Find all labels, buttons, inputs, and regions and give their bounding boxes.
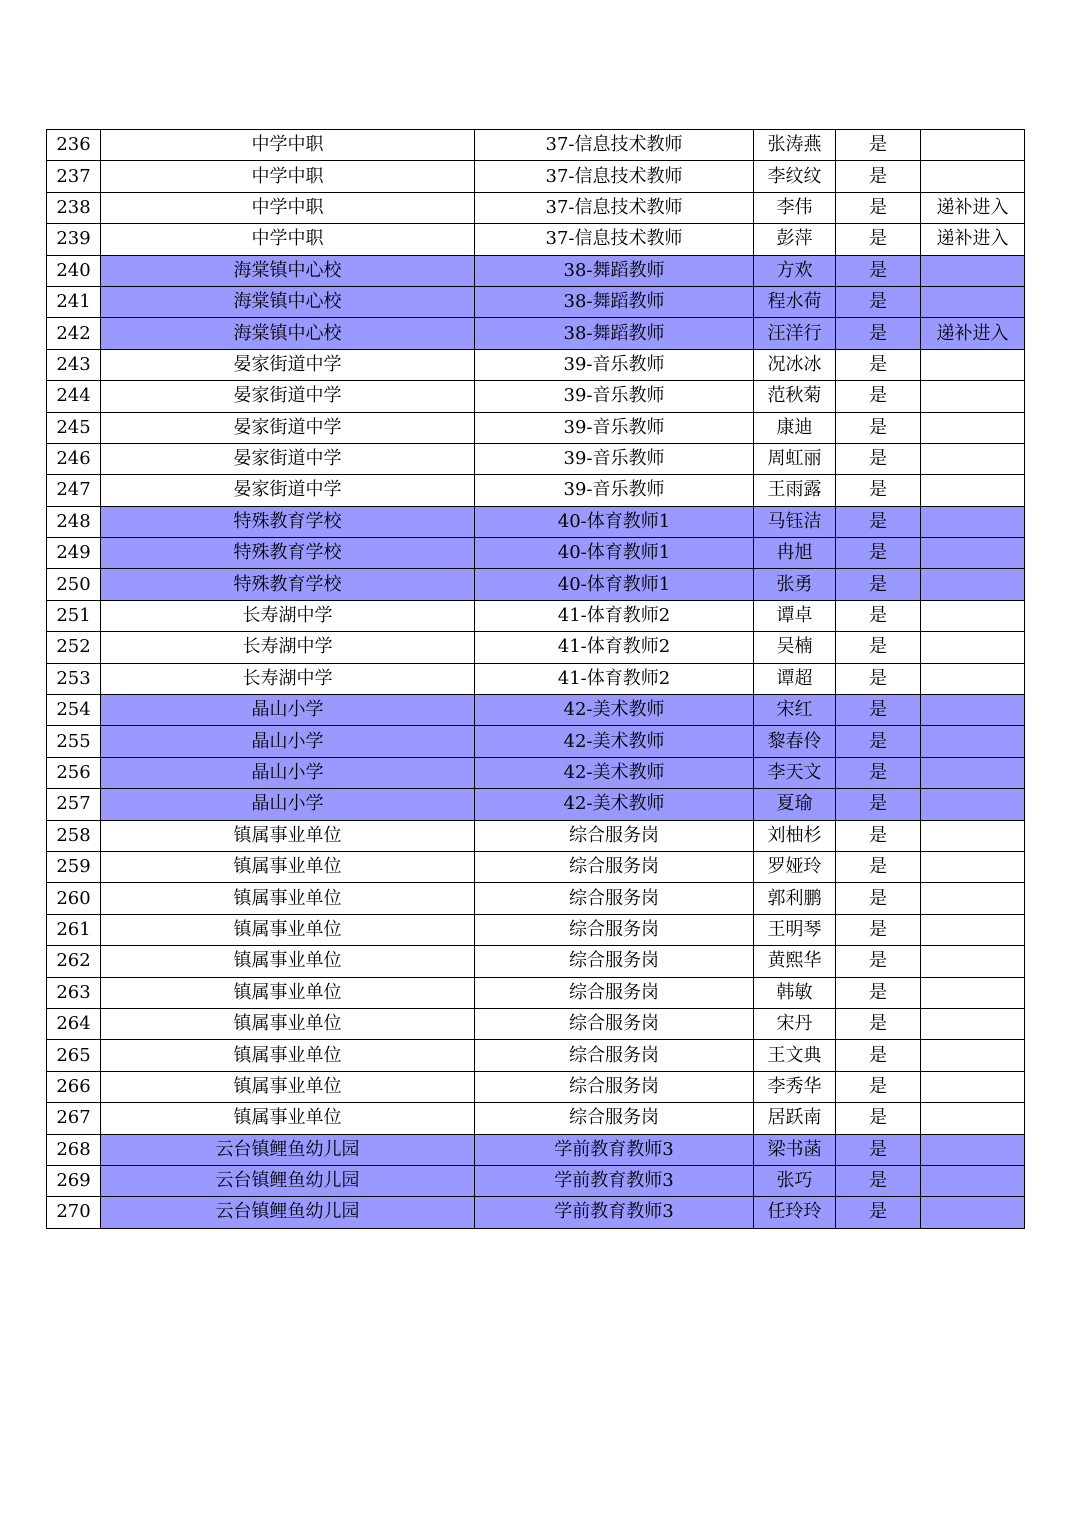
position-cell: 综合服务岗	[475, 914, 754, 945]
remark-cell	[921, 1040, 1025, 1071]
remark-cell	[921, 1103, 1025, 1134]
position-cell: 37-信息技术教师	[475, 192, 754, 223]
status-cell: 是	[836, 726, 921, 757]
status-cell: 是	[836, 1103, 921, 1134]
row-number-cell: 270	[47, 1197, 101, 1228]
candidate-name-cell: 宋丹	[754, 1008, 836, 1039]
row-number-cell: 261	[47, 914, 101, 945]
position-cell: 综合服务岗	[475, 946, 754, 977]
position-cell: 42-美术教师	[475, 726, 754, 757]
unit-cell: 镇属事业单位	[101, 1103, 475, 1134]
table-row	[47, 412, 1025, 443]
remark-cell	[921, 161, 1025, 192]
table-row	[47, 789, 1025, 820]
unit-cell: 镇属事业单位	[101, 1008, 475, 1039]
remark-cell	[921, 1134, 1025, 1165]
remark-cell	[921, 1008, 1025, 1039]
remark-cell	[921, 820, 1025, 851]
remark-cell	[921, 914, 1025, 945]
candidate-name-cell: 程水荷	[754, 286, 836, 317]
row-number-cell: 262	[47, 946, 101, 977]
table-row	[47, 663, 1025, 694]
remark-cell	[921, 632, 1025, 663]
row-number-cell: 250	[47, 569, 101, 600]
status-cell: 是	[836, 600, 921, 631]
position-cell: 41-体育教师2	[475, 600, 754, 631]
position-cell: 39-音乐教师	[475, 381, 754, 412]
position-cell: 37-信息技术教师	[475, 161, 754, 192]
unit-cell: 长寿湖中学	[101, 632, 475, 663]
position-cell: 39-音乐教师	[475, 349, 754, 380]
candidate-name-cell: 周虹丽	[754, 443, 836, 474]
unit-cell: 镇属事业单位	[101, 914, 475, 945]
row-number-cell: 240	[47, 255, 101, 286]
position-cell: 42-美术教师	[475, 789, 754, 820]
row-number-cell: 245	[47, 412, 101, 443]
status-cell: 是	[836, 820, 921, 851]
table-row	[47, 632, 1025, 663]
remark-cell: 递补进入	[921, 318, 1025, 349]
candidate-name-cell: 范秋菊	[754, 381, 836, 412]
remark-cell	[921, 977, 1025, 1008]
row-number-cell: 237	[47, 161, 101, 192]
position-cell: 39-音乐教师	[475, 443, 754, 474]
unit-cell: 晏家街道中学	[101, 475, 475, 506]
row-number-cell: 238	[47, 192, 101, 223]
row-number-cell: 241	[47, 286, 101, 317]
unit-cell: 特殊教育学校	[101, 569, 475, 600]
table-row	[47, 600, 1025, 631]
candidate-name-cell: 刘柚杉	[754, 820, 836, 851]
position-cell: 38-舞蹈教师	[475, 286, 754, 317]
row-number-cell: 265	[47, 1040, 101, 1071]
position-cell: 38-舞蹈教师	[475, 318, 754, 349]
candidate-name-cell: 夏瑜	[754, 789, 836, 820]
status-cell: 是	[836, 286, 921, 317]
remark-cell	[921, 946, 1025, 977]
status-cell: 是	[836, 632, 921, 663]
status-cell: 是	[836, 914, 921, 945]
candidate-name-cell: 李秀华	[754, 1071, 836, 1102]
table-row	[47, 161, 1025, 192]
row-number-cell: 258	[47, 820, 101, 851]
row-number-cell: 252	[47, 632, 101, 663]
candidate-name-cell: 梁书菡	[754, 1134, 836, 1165]
status-cell: 是	[836, 1008, 921, 1039]
position-cell: 40-体育教师1	[475, 506, 754, 537]
status-cell: 是	[836, 1197, 921, 1228]
status-cell: 是	[836, 1071, 921, 1102]
remark-cell	[921, 1197, 1025, 1228]
table-row	[47, 506, 1025, 537]
status-cell: 是	[836, 883, 921, 914]
unit-cell: 晶山小学	[101, 757, 475, 788]
status-cell: 是	[836, 1165, 921, 1196]
status-cell: 是	[836, 538, 921, 569]
status-cell: 是	[836, 946, 921, 977]
remark-cell	[921, 726, 1025, 757]
table-row	[47, 1165, 1025, 1196]
unit-cell: 中学中职	[101, 161, 475, 192]
unit-cell: 晏家街道中学	[101, 381, 475, 412]
results-table-body	[47, 130, 1025, 1229]
candidate-name-cell: 罗娅玲	[754, 851, 836, 882]
status-cell: 是	[836, 475, 921, 506]
table-row	[47, 381, 1025, 412]
table-row	[47, 1134, 1025, 1165]
candidate-name-cell: 王雨露	[754, 475, 836, 506]
table-row	[47, 1071, 1025, 1102]
remark-cell	[921, 883, 1025, 914]
status-cell: 是	[836, 443, 921, 474]
candidate-name-cell: 李纹纹	[754, 161, 836, 192]
position-cell: 综合服务岗	[475, 1008, 754, 1039]
row-number-cell: 244	[47, 381, 101, 412]
position-cell: 42-美术教师	[475, 695, 754, 726]
row-number-cell: 248	[47, 506, 101, 537]
unit-cell: 特殊教育学校	[101, 538, 475, 569]
remark-cell	[921, 349, 1025, 380]
row-number-cell: 260	[47, 883, 101, 914]
position-cell: 综合服务岗	[475, 1040, 754, 1071]
table-row	[47, 946, 1025, 977]
table-row	[47, 475, 1025, 506]
row-number-cell: 267	[47, 1103, 101, 1134]
position-cell: 41-体育教师2	[475, 663, 754, 694]
remark-cell	[921, 663, 1025, 694]
unit-cell: 晶山小学	[101, 726, 475, 757]
position-cell: 综合服务岗	[475, 977, 754, 1008]
remark-cell	[921, 600, 1025, 631]
remark-cell	[921, 506, 1025, 537]
status-cell: 是	[836, 506, 921, 537]
unit-cell: 海棠镇中心校	[101, 255, 475, 286]
position-cell: 37-信息技术教师	[475, 130, 754, 161]
position-cell: 学前教育教师3	[475, 1197, 754, 1228]
status-cell: 是	[836, 255, 921, 286]
unit-cell: 特殊教育学校	[101, 506, 475, 537]
candidate-name-cell: 韩敏	[754, 977, 836, 1008]
table-row	[47, 130, 1025, 161]
candidate-name-cell: 吴楠	[754, 632, 836, 663]
unit-cell: 云台镇鲤鱼幼儿园	[101, 1134, 475, 1165]
table-row	[47, 1040, 1025, 1071]
results-table	[46, 129, 1025, 1229]
table-row	[47, 1008, 1025, 1039]
candidate-name-cell: 谭卓	[754, 600, 836, 631]
row-number-cell: 236	[47, 130, 101, 161]
candidate-name-cell: 方欢	[754, 255, 836, 286]
status-cell: 是	[836, 318, 921, 349]
status-cell: 是	[836, 569, 921, 600]
position-cell: 综合服务岗	[475, 1103, 754, 1134]
candidate-name-cell: 宋红	[754, 695, 836, 726]
table-row	[47, 1103, 1025, 1134]
candidate-name-cell: 任玲玲	[754, 1197, 836, 1228]
row-number-cell: 251	[47, 600, 101, 631]
position-cell: 学前教育教师3	[475, 1165, 754, 1196]
row-number-cell: 253	[47, 663, 101, 694]
position-cell: 42-美术教师	[475, 757, 754, 788]
remark-cell	[921, 695, 1025, 726]
status-cell: 是	[836, 663, 921, 694]
table-row	[47, 192, 1025, 223]
status-cell: 是	[836, 224, 921, 255]
candidate-name-cell: 居跃南	[754, 1103, 836, 1134]
row-number-cell: 246	[47, 443, 101, 474]
remark-cell	[921, 569, 1025, 600]
status-cell: 是	[836, 757, 921, 788]
unit-cell: 中学中职	[101, 224, 475, 255]
candidate-name-cell: 李天文	[754, 757, 836, 788]
remark-cell	[921, 412, 1025, 443]
remark-cell	[921, 1165, 1025, 1196]
status-cell: 是	[836, 789, 921, 820]
remark-cell	[921, 1071, 1025, 1102]
remark-cell	[921, 255, 1025, 286]
unit-cell: 中学中职	[101, 130, 475, 161]
candidate-name-cell: 汪洋行	[754, 318, 836, 349]
table-row	[47, 820, 1025, 851]
unit-cell: 镇属事业单位	[101, 851, 475, 882]
candidate-name-cell: 黎春伶	[754, 726, 836, 757]
candidate-name-cell: 马钰洁	[754, 506, 836, 537]
row-number-cell: 264	[47, 1008, 101, 1039]
remark-cell	[921, 443, 1025, 474]
unit-cell: 中学中职	[101, 192, 475, 223]
table-row	[47, 977, 1025, 1008]
status-cell: 是	[836, 349, 921, 380]
unit-cell: 海棠镇中心校	[101, 318, 475, 349]
unit-cell: 镇属事业单位	[101, 977, 475, 1008]
status-cell: 是	[836, 1040, 921, 1071]
status-cell: 是	[836, 977, 921, 1008]
unit-cell: 长寿湖中学	[101, 663, 475, 694]
candidate-name-cell: 黄熙华	[754, 946, 836, 977]
row-number-cell: 254	[47, 695, 101, 726]
status-cell: 是	[836, 851, 921, 882]
remark-cell	[921, 381, 1025, 412]
position-cell: 综合服务岗	[475, 851, 754, 882]
table-row	[47, 883, 1025, 914]
table-row	[47, 569, 1025, 600]
table-row	[47, 757, 1025, 788]
table-row	[47, 695, 1025, 726]
unit-cell: 镇属事业单位	[101, 946, 475, 977]
candidate-name-cell: 张勇	[754, 569, 836, 600]
remark-cell	[921, 286, 1025, 317]
candidate-name-cell: 谭超	[754, 663, 836, 694]
position-cell: 40-体育教师1	[475, 569, 754, 600]
table-row	[47, 851, 1025, 882]
position-cell: 综合服务岗	[475, 883, 754, 914]
row-number-cell: 255	[47, 726, 101, 757]
row-number-cell: 257	[47, 789, 101, 820]
candidate-name-cell: 张巧	[754, 1165, 836, 1196]
candidate-name-cell: 张涛燕	[754, 130, 836, 161]
candidate-name-cell: 况冰冰	[754, 349, 836, 380]
position-cell: 40-体育教师1	[475, 538, 754, 569]
remark-cell	[921, 851, 1025, 882]
table-row	[47, 726, 1025, 757]
row-number-cell: 256	[47, 757, 101, 788]
candidate-name-cell: 郭利鹏	[754, 883, 836, 914]
position-cell: 综合服务岗	[475, 820, 754, 851]
remark-cell	[921, 789, 1025, 820]
unit-cell: 晏家街道中学	[101, 349, 475, 380]
table-row	[47, 349, 1025, 380]
table-row	[47, 538, 1025, 569]
position-cell: 41-体育教师2	[475, 632, 754, 663]
unit-cell: 云台镇鲤鱼幼儿园	[101, 1165, 475, 1196]
row-number-cell: 259	[47, 851, 101, 882]
unit-cell: 镇属事业单位	[101, 820, 475, 851]
table-row	[47, 1197, 1025, 1228]
unit-cell: 长寿湖中学	[101, 600, 475, 631]
remark-cell: 递补进入	[921, 224, 1025, 255]
unit-cell: 镇属事业单位	[101, 1071, 475, 1102]
candidate-name-cell: 冉旭	[754, 538, 836, 569]
row-number-cell: 242	[47, 318, 101, 349]
row-number-cell: 269	[47, 1165, 101, 1196]
status-cell: 是	[836, 130, 921, 161]
row-number-cell: 266	[47, 1071, 101, 1102]
table-row	[47, 224, 1025, 255]
candidate-name-cell: 康迪	[754, 412, 836, 443]
status-cell: 是	[836, 161, 921, 192]
remark-cell: 递补进入	[921, 192, 1025, 223]
candidate-name-cell: 王文典	[754, 1040, 836, 1071]
status-cell: 是	[836, 192, 921, 223]
position-cell: 39-音乐教师	[475, 475, 754, 506]
unit-cell: 镇属事业单位	[101, 883, 475, 914]
position-cell: 37-信息技术教师	[475, 224, 754, 255]
table-row	[47, 443, 1025, 474]
unit-cell: 晏家街道中学	[101, 443, 475, 474]
candidate-name-cell: 王明琴	[754, 914, 836, 945]
table-row	[47, 914, 1025, 945]
position-cell: 学前教育教师3	[475, 1134, 754, 1165]
row-number-cell: 249	[47, 538, 101, 569]
unit-cell: 海棠镇中心校	[101, 286, 475, 317]
status-cell: 是	[836, 1134, 921, 1165]
row-number-cell: 239	[47, 224, 101, 255]
status-cell: 是	[836, 695, 921, 726]
row-number-cell: 243	[47, 349, 101, 380]
unit-cell: 晶山小学	[101, 695, 475, 726]
unit-cell: 晶山小学	[101, 789, 475, 820]
position-cell: 综合服务岗	[475, 1071, 754, 1102]
unit-cell: 云台镇鲤鱼幼儿园	[101, 1197, 475, 1228]
remark-cell	[921, 757, 1025, 788]
candidate-name-cell: 彭萍	[754, 224, 836, 255]
row-number-cell: 268	[47, 1134, 101, 1165]
remark-cell	[921, 538, 1025, 569]
position-cell: 39-音乐教师	[475, 412, 754, 443]
status-cell: 是	[836, 381, 921, 412]
row-number-cell: 263	[47, 977, 101, 1008]
position-cell: 38-舞蹈教师	[475, 255, 754, 286]
remark-cell	[921, 130, 1025, 161]
row-number-cell: 247	[47, 475, 101, 506]
candidate-name-cell: 李伟	[754, 192, 836, 223]
unit-cell: 镇属事业单位	[101, 1040, 475, 1071]
remark-cell	[921, 475, 1025, 506]
table-row	[47, 318, 1025, 349]
table-row	[47, 255, 1025, 286]
unit-cell: 晏家街道中学	[101, 412, 475, 443]
status-cell: 是	[836, 412, 921, 443]
table-row	[47, 286, 1025, 317]
